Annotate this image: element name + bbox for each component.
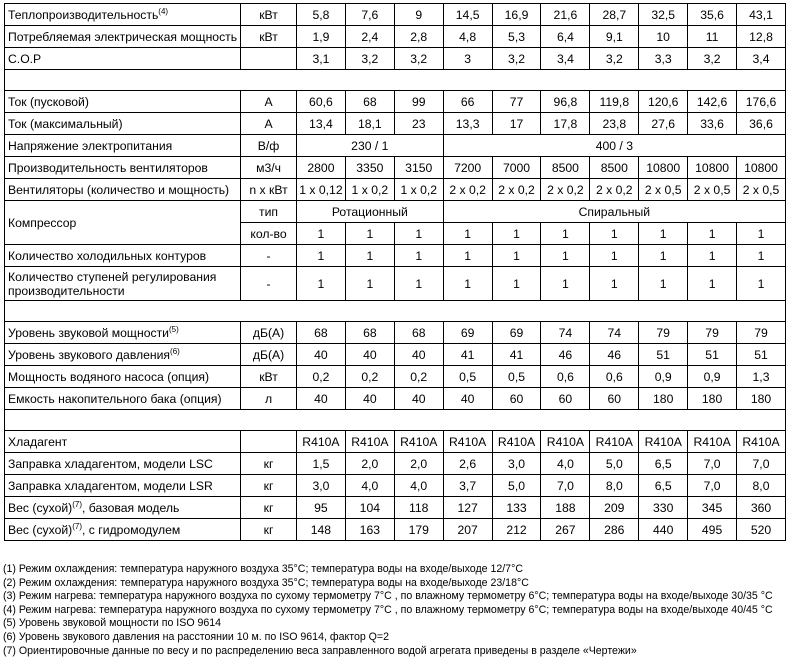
value-cell: 7000 [492,157,541,179]
spec-table-body [5,4,786,541]
table-row [5,431,786,453]
value-cell: 1 [688,245,737,267]
value-cell: 40 [394,344,443,366]
value-cell: 1 [394,223,443,245]
value-cell: 1 x 0,2 [394,179,443,201]
value-cell: 1 [737,267,786,301]
row-label-text: Мощность водяного насоса (опция) [8,369,210,384]
row-label [5,245,241,267]
table-row [5,322,786,344]
value-cell: 43,1 [737,4,786,26]
value-cell: 0,2 [394,366,443,388]
value-cell: 1 [639,223,688,245]
table-row [5,475,786,497]
value-cell: 13,4 [296,113,345,135]
value-cell: 17,8 [541,113,590,135]
row-label [5,388,241,410]
row-label [5,453,241,475]
unit-cell: дБ(А) [241,344,297,366]
row-label-text: Заправка хладагентом, модели LSR [8,478,213,493]
value-cell: 3,4 [737,48,786,70]
footnote-ref: (7) [72,521,83,531]
value-cell: R410A [737,431,786,453]
value-cell: 1 [492,245,541,267]
value-cell: R410A [688,431,737,453]
value-cell: 3,3 [639,48,688,70]
value-cell: 3350 [345,157,394,179]
unit-cell: тип [241,201,297,223]
unit-cell: - [241,245,297,267]
value-cell: 1 [688,223,737,245]
value-cell: R410A [394,431,443,453]
table-row [5,26,786,48]
value-cell: 11 [688,26,737,48]
row-label [5,201,241,245]
footnote: (7) Ориентировочные данные по весу и по распределению веса заправленного водой агрегата приведены в разделе «Чертежи» [3,644,637,657]
footnote-ref: (7) [72,499,83,509]
unit-cell: n x кВт [241,179,297,201]
unit-cell: кг [241,453,297,475]
value-cell: 8500 [590,157,639,179]
value-cell: 60,6 [296,91,345,113]
value-cell: 9,1 [590,26,639,48]
value-cell: 1 x 0,2 [345,179,394,201]
value-cell: 3,2 [394,48,443,70]
value-cell: 0,5 [443,366,492,388]
value-cell: 10800 [688,157,737,179]
value-cell: 180 [639,388,688,410]
value-cell: 40 [394,388,443,410]
value-cell: 1 [541,267,590,301]
value-cell: R410A [590,431,639,453]
value-cell: 286 [590,519,639,541]
value-cell: 51 [639,344,688,366]
value-cell: 10800 [737,157,786,179]
value-cell: 40 [345,388,394,410]
row-label-text: Уровень звуковой мощности [8,325,169,340]
value-cell: 1 [639,267,688,301]
value-cell: 74 [541,322,590,344]
value-cell: 1 [345,223,394,245]
value-cell: 133 [492,497,541,519]
row-label [5,344,241,366]
value-cell: R410A [492,431,541,453]
value-cell: 2,4 [345,26,394,48]
row-label-text: Производительность вентиляторов [8,160,208,175]
value-cell: 1 [688,267,737,301]
row-label [5,366,241,388]
value-cell: 96,8 [541,91,590,113]
row-label-text: Вентиляторы (количество и мощность) [8,182,230,197]
value-cell: 5,0 [590,453,639,475]
value-cell: 3,2 [345,48,394,70]
value-cell: 7,0 [688,475,737,497]
value-cell: 212 [492,519,541,541]
value-cell: 495 [688,519,737,541]
value-cell: 1 [345,245,394,267]
row-label [5,179,241,201]
group-cell: 230 / 1 [296,135,443,157]
row-label [5,322,241,344]
row-label [5,91,241,113]
value-cell: 4,0 [541,453,590,475]
value-cell: 32,5 [639,4,688,26]
table-row [5,113,786,135]
value-cell: 21,6 [541,4,590,26]
group-cell: Ротационный [296,201,443,223]
value-cell: 40 [296,388,345,410]
value-cell: 16,9 [492,4,541,26]
value-cell: 7,0 [541,475,590,497]
row-label [5,48,241,70]
value-cell: 2 x 0,2 [590,179,639,201]
value-cell: 1 [492,223,541,245]
row-label [5,135,241,157]
value-cell: 179 [394,519,443,541]
value-cell: 440 [639,519,688,541]
value-cell: 40 [345,344,394,366]
row-label-text: Потребляемая электрическая мощность [8,29,238,44]
row-label-text: Компрессор [8,215,77,230]
value-cell: 69 [443,322,492,344]
value-cell: 23,8 [590,113,639,135]
value-cell: 8,0 [590,475,639,497]
value-cell: 0,9 [639,366,688,388]
table-row [5,4,786,26]
table-row [5,48,786,70]
value-cell: 180 [688,388,737,410]
value-cell: 46 [541,344,590,366]
value-cell: 0,6 [590,366,639,388]
footnote-ref: (6) [170,346,180,356]
value-cell: 176,6 [737,91,786,113]
value-cell: 0,2 [345,366,394,388]
row-label-text: Уровень звукового давления [8,347,171,362]
table-row [5,497,786,519]
value-cell: 330 [639,497,688,519]
value-cell: 79 [688,322,737,344]
unit-cell [241,48,297,70]
value-cell: 74 [590,322,639,344]
value-cell: 1 [394,267,443,301]
value-cell: 8500 [541,157,590,179]
value-cell: 10800 [639,157,688,179]
row-label [5,267,241,301]
row-label [5,431,241,453]
value-cell: 2,0 [345,453,394,475]
spacer-row [5,301,786,322]
value-cell: 209 [590,497,639,519]
value-cell: 2800 [296,157,345,179]
value-cell: 41 [443,344,492,366]
value-cell: 2 x 0,2 [492,179,541,201]
value-cell: 119,8 [590,91,639,113]
unit-cell: кВт [241,366,297,388]
table-row [5,135,786,157]
value-cell: 104 [345,497,394,519]
unit-cell: - [241,267,297,301]
value-cell: 1 [296,245,345,267]
value-cell: 27,6 [639,113,688,135]
footnotes [3,563,773,658]
footnote-ref: (5) [168,324,179,334]
value-cell: 3,0 [296,475,345,497]
footnote: (2) Режим охлаждения: температура наружного воздуха 35°C; температура воды на входе/выходе 23/18°C [3,576,529,589]
value-cell: 13,3 [443,113,492,135]
unit-cell: кВт [241,4,297,26]
value-cell: 77 [492,91,541,113]
value-cell: 66 [443,91,492,113]
row-label-text: Заправка хладагентом, модели LSC [8,456,213,471]
value-cell: 3,2 [492,48,541,70]
value-cell: 127 [443,497,492,519]
value-cell: 10 [639,26,688,48]
value-cell: 207 [443,519,492,541]
value-cell: 0,2 [296,366,345,388]
value-cell: 3,4 [541,48,590,70]
row-label-tail: , базовая модель [82,500,180,515]
value-cell: 1 [492,267,541,301]
value-cell: 7,0 [737,453,786,475]
value-cell: 12,8 [737,26,786,48]
value-cell: 60 [492,388,541,410]
value-cell: 1,9 [296,26,345,48]
value-cell: 120,6 [639,91,688,113]
value-cell: 28,7 [590,4,639,26]
value-cell: 4,0 [394,475,443,497]
value-cell: 1 [443,267,492,301]
value-cell: 1 [296,267,345,301]
spacer-cell [5,301,786,322]
value-cell: 1 [590,223,639,245]
table-row [5,453,786,475]
table-row [5,91,786,113]
group-cell: Спиральный [443,201,785,223]
value-cell: R410A [541,431,590,453]
value-cell: 1 [296,223,345,245]
table-row [5,267,786,301]
footnote: (3) Режим нагрева: температура наружного воздуха по сухому термометру 7°C , по влажному термометру 6°C; температура воды на входе/выходе 30/35 °C [3,590,773,603]
value-cell: 1 x 0,12 [296,179,345,201]
value-cell: R410A [639,431,688,453]
value-cell: 2 x 0,2 [443,179,492,201]
unit-cell: кВт [241,26,297,48]
footnote: (4) Режим нагрева: температура наружного воздуха по сухому термометру 7°C , по влажному термометру 6°C; температура воды на входе/выходе 40/45 °C [3,603,773,616]
value-cell: 1 [394,245,443,267]
value-cell: R410A [345,431,394,453]
spacer-row [5,70,786,91]
unit-cell: кг [241,519,297,541]
table-row [5,245,786,267]
unit-cell: кг [241,475,297,497]
value-cell: 18,1 [345,113,394,135]
unit-cell: л [241,388,297,410]
spacer-cell [5,70,786,91]
value-cell: 68 [345,322,394,344]
value-cell: 51 [688,344,737,366]
value-cell: 79 [737,322,786,344]
row-label [5,4,241,26]
table-row [5,179,786,201]
value-cell: 5,8 [296,4,345,26]
value-cell: 1 [639,245,688,267]
value-cell: 7200 [443,157,492,179]
value-cell: 1 [737,245,786,267]
table-row [5,344,786,366]
value-cell: 7,0 [688,453,737,475]
value-cell: 267 [541,519,590,541]
value-cell: 1 [345,267,394,301]
row-label [5,157,241,179]
row-label-text: Количество ступеней регулирования производительности [8,269,217,298]
value-cell: 40 [443,388,492,410]
unit-cell: кол-во [241,223,297,245]
value-cell: 68 [296,322,345,344]
value-cell: 2,0 [394,453,443,475]
value-cell: 2 x 0,5 [737,179,786,201]
value-cell: R410A [296,431,345,453]
row-label [5,519,241,541]
row-label-text: Вес (сухой) [8,500,73,515]
value-cell: 68 [345,91,394,113]
value-cell: 3,0 [492,453,541,475]
unit-cell [241,431,297,453]
value-cell: 8,0 [737,475,786,497]
row-label-text: Ток (пусковой) [8,94,89,109]
footnote: (6) Уровень звукового давления на расстоянии 10 м. по ISO 9614, фактор Q=2 [3,630,389,643]
value-cell: 1,5 [296,453,345,475]
value-cell: R410A [443,431,492,453]
value-cell: 60 [590,388,639,410]
spacer-row [5,410,786,431]
table-row [5,366,786,388]
value-cell: 345 [688,497,737,519]
value-cell: 7,6 [345,4,394,26]
row-label-text: Теплопроизводительность [8,7,159,22]
value-cell: 0,5 [492,366,541,388]
value-cell: 51 [737,344,786,366]
value-cell: 41 [492,344,541,366]
value-cell: 60 [541,388,590,410]
value-cell: 40 [296,344,345,366]
value-cell: 1 [443,223,492,245]
value-cell: 2,8 [394,26,443,48]
value-cell: 180 [737,388,786,410]
value-cell: 68 [394,322,443,344]
footnote: (5) Уровень звуковой мощности по ISO 9614 [3,617,222,630]
value-cell: 36,6 [737,113,786,135]
value-cell: 3,2 [688,48,737,70]
value-cell: 360 [737,497,786,519]
value-cell: 2,6 [443,453,492,475]
row-label-text: C.O.P [8,51,42,66]
value-cell: 95 [296,497,345,519]
value-cell: 9 [394,4,443,26]
spec-table [4,3,786,541]
value-cell: 1 [590,267,639,301]
row-label-text: Количество холодильных контуров [8,248,207,263]
unit-cell: В/ф [241,135,297,157]
value-cell: 23 [394,113,443,135]
value-cell: 1 [541,245,590,267]
value-cell: 3 [443,48,492,70]
value-cell: 35,6 [688,4,737,26]
value-cell: 1 [737,223,786,245]
group-cell: 400 / 3 [443,135,785,157]
row-label-text: Напряжение электропитания [8,138,173,153]
value-cell: 520 [737,519,786,541]
table-row [5,519,786,541]
value-cell: 148 [296,519,345,541]
value-cell: 14,5 [443,4,492,26]
value-cell: 4,8 [443,26,492,48]
unit-cell: А [241,91,297,113]
table-row [5,157,786,179]
footnote-ref: (4) [158,6,169,16]
value-cell: 3,7 [443,475,492,497]
value-cell: 46 [590,344,639,366]
table-row [5,388,786,410]
row-label [5,26,241,48]
footnote: (1) Режим охлаждения: температура наружного воздуха 35°C; температура воды на входе/выходе 12/7°C [3,563,523,575]
value-cell: 2 x 0,5 [639,179,688,201]
value-cell: 163 [345,519,394,541]
value-cell: 6,4 [541,26,590,48]
value-cell: 4,0 [345,475,394,497]
value-cell: 2 x 0,2 [541,179,590,201]
spacer-cell [5,410,786,431]
value-cell: 118 [394,497,443,519]
value-cell: 3,2 [590,48,639,70]
value-cell: 6,5 [639,453,688,475]
unit-cell: дБ(А) [241,322,297,344]
row-label [5,475,241,497]
row-label-text: Хладагент [8,434,68,449]
value-cell: 17 [492,113,541,135]
row-label-text: Ток (максимальный) [8,116,123,131]
value-cell: 1 [541,223,590,245]
row-label-text: Вес (сухой) [8,522,73,537]
value-cell: 99 [394,91,443,113]
value-cell: 142,6 [688,91,737,113]
unit-cell: А [241,113,297,135]
value-cell: 2 x 0,5 [688,179,737,201]
value-cell: 3150 [394,157,443,179]
value-cell: 1,3 [737,366,786,388]
value-cell: 79 [639,322,688,344]
row-label [5,497,241,519]
value-cell: 5,3 [492,26,541,48]
row-label-text: Емкость накопительного бака (опция) [8,391,222,406]
value-cell: 5,0 [492,475,541,497]
value-cell: 188 [541,497,590,519]
value-cell: 1 [443,245,492,267]
row-label [5,113,241,135]
unit-cell: м3/ч [241,157,297,179]
value-cell: 33,6 [688,113,737,135]
value-cell: 69 [492,322,541,344]
value-cell: 0,6 [541,366,590,388]
value-cell: 6,5 [639,475,688,497]
value-cell: 0,9 [688,366,737,388]
row-label-tail: , с гидромодулем [82,522,181,537]
table-row [5,201,786,223]
value-cell: 3,1 [296,48,345,70]
unit-cell: кг [241,497,297,519]
value-cell: 1 [590,245,639,267]
